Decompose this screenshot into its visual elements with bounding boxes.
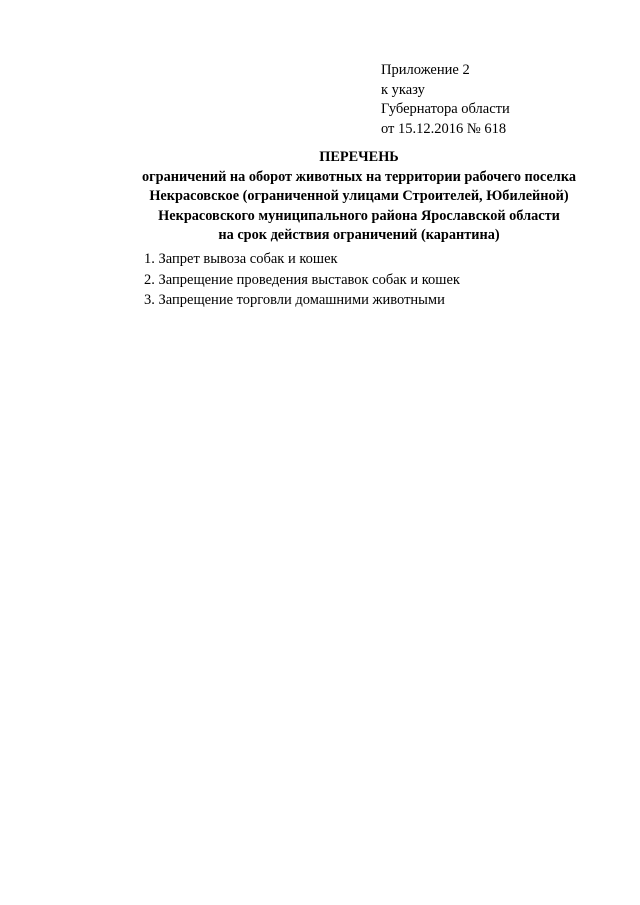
appendix-line-number: Приложение 2 — [381, 62, 470, 78]
list-item: 3. Запрещение торговли домашними животными — [144, 292, 445, 308]
title-line: Некрасовское (ограниченной улицами Строителей, Юбилейной) — [149, 188, 569, 204]
appendix-line-date: от 15.12.2016 № 618 — [381, 120, 507, 137]
restrictions-list — [144, 249, 460, 311]
appendix-line-governor: Губернатора области — [381, 101, 510, 117]
document-title — [0, 148, 640, 246]
title-heading: ПЕРЕЧЕНЬ — [319, 149, 399, 165]
list-item: 1. Запрет вывоза собак и кошек — [144, 251, 338, 267]
title-line: Некрасовского муниципального района Ярославской области — [158, 207, 560, 224]
list-item: 2. Запрещение проведения выставок собак и кошек — [144, 271, 460, 288]
title-line: на срок действия ограничений (карантина) — [218, 227, 500, 243]
appendix-reference — [381, 61, 510, 139]
title-line: ограничений на оборот животных на территории рабочего поселка — [142, 168, 576, 185]
appendix-line-decree: к указу — [381, 81, 425, 98]
